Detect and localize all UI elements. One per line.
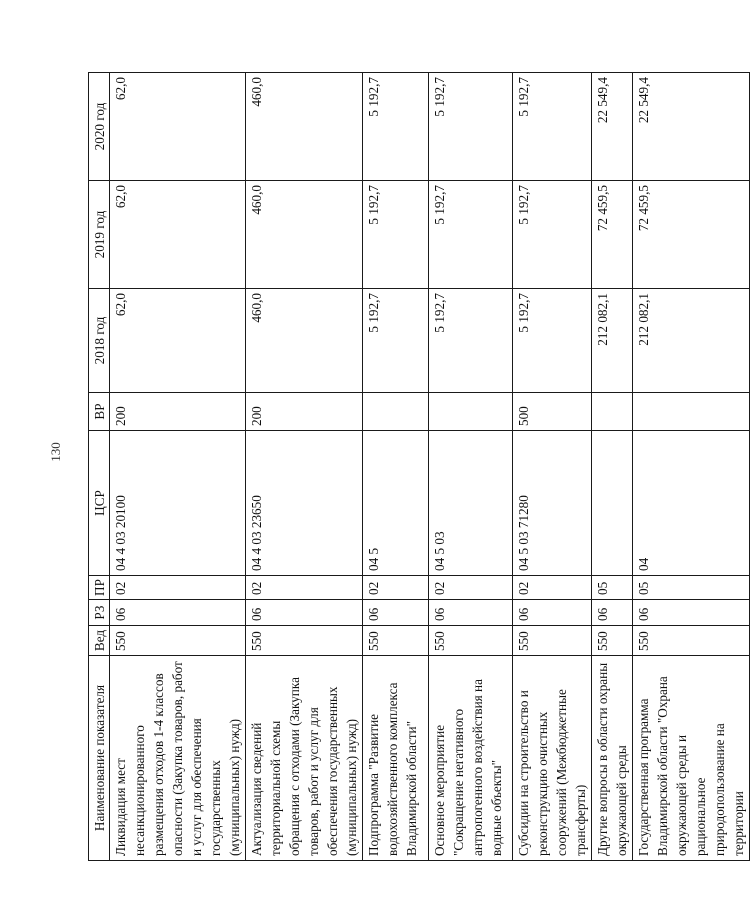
row-vr: 200 (246, 393, 363, 431)
row-ved: 550 (363, 626, 429, 656)
row-vr (592, 393, 633, 431)
row-2020: 22 549,4 (633, 73, 750, 181)
row-2018: 460,0 (246, 289, 363, 393)
table-header-row (89, 73, 110, 861)
row-pr: 05 (592, 576, 633, 600)
row-pr: 05 (633, 576, 750, 600)
row-rz: 06 (513, 600, 592, 626)
row-2018: 62,0 (110, 289, 246, 393)
row-2019: 72 459,5 (592, 181, 633, 289)
table-row (513, 73, 592, 861)
row-csr: 04 (633, 431, 750, 576)
row-ved: 550 (110, 626, 246, 656)
row-name: Ликвидация мест несанкционированного размещения отходов 1-4 классов опасности (Закупка товаров, работ и услуг для обеспечения государственных (муниципальных) нужд) (110, 656, 246, 861)
row-2018: 212 082,1 (592, 289, 633, 393)
row-rz: 06 (429, 600, 513, 626)
header-pr: ПР (89, 576, 110, 600)
row-2018: 5 192,7 (429, 289, 513, 393)
row-ved: 550 (429, 626, 513, 656)
row-csr (592, 431, 633, 576)
row-csr: 04 5 03 (429, 431, 513, 576)
table-row (429, 73, 513, 861)
row-2020: 22 549,4 (592, 73, 633, 181)
row-rz: 06 (110, 600, 246, 626)
row-name: Основное мероприятие "Сокращение негативного антропогенного воздействия на водные объекты" (429, 656, 513, 861)
row-2019: 5 192,7 (513, 181, 592, 289)
row-2019: 72 459,5 (633, 181, 750, 289)
row-pr: 02 (246, 576, 363, 600)
row-2020: 460,0 (246, 73, 363, 181)
row-vr (363, 393, 429, 431)
row-pr: 02 (513, 576, 592, 600)
header-2020: 2020 год (89, 73, 110, 181)
page-number: 130 (48, 442, 63, 462)
header-rz: РЗ (89, 600, 110, 626)
row-csr: 04 5 03 71280 (513, 431, 592, 576)
row-2020: 5 192,7 (429, 73, 513, 181)
row-rz: 06 (633, 600, 750, 626)
table-row (592, 73, 633, 861)
header-2019: 2019 год (89, 181, 110, 289)
rotated-table (88, 73, 746, 861)
row-name: Субсидии на строительство и реконструкцию очистных сооружений (Межбюджетные трансферты) (513, 656, 592, 861)
row-2018: 5 192,7 (363, 289, 429, 393)
header-csr: ЦСР (89, 431, 110, 576)
row-rz: 06 (246, 600, 363, 626)
table-frame (88, 73, 746, 861)
row-2020: 5 192,7 (513, 73, 592, 181)
row-pr: 02 (110, 576, 246, 600)
row-name: Другие вопросы в области охраны окружающей среды (592, 656, 633, 861)
row-name: Актуализация сведений территориальной схемы обращения с отходами (Закупка товаров, работ и услуг для обеспечения государственных (муниципальных) нужд) (246, 656, 363, 861)
table-row (246, 73, 363, 861)
row-ved: 550 (592, 626, 633, 656)
row-2019: 460,0 (246, 181, 363, 289)
row-ved: 550 (513, 626, 592, 656)
row-rz: 06 (592, 600, 633, 626)
row-2019: 5 192,7 (429, 181, 513, 289)
row-pr: 02 (429, 576, 513, 600)
table-row (110, 73, 246, 861)
row-name: Подпрограмма "Развитие водохозяйственного комплекса Владимирской области" (363, 656, 429, 861)
row-2020: 5 192,7 (363, 73, 429, 181)
row-vr: 500 (513, 393, 592, 431)
header-ved: Вед (89, 626, 110, 656)
row-2018: 212 082,1 (633, 289, 750, 393)
row-csr: 04 5 (363, 431, 429, 576)
table-row (363, 73, 429, 861)
row-2019: 62,0 (110, 181, 246, 289)
row-2019: 5 192,7 (363, 181, 429, 289)
row-csr: 04 4 03 20100 (110, 431, 246, 576)
row-pr: 02 (363, 576, 429, 600)
header-2018: 2018 год (89, 289, 110, 393)
header-vr: ВР (89, 393, 110, 431)
table-row (633, 73, 750, 861)
row-vr: 200 (110, 393, 246, 431)
row-rz: 06 (363, 600, 429, 626)
budget-table (88, 72, 750, 861)
row-ved: 550 (246, 626, 363, 656)
row-2018: 5 192,7 (513, 289, 592, 393)
row-vr (633, 393, 750, 431)
row-ved: 550 (633, 626, 750, 656)
row-name: Государственная программа Владимирской области "Охрана окружающей среды и рациональное природопользование на территории (633, 656, 750, 861)
row-csr: 04 4 03 23650 (246, 431, 363, 576)
row-vr (429, 393, 513, 431)
row-2020: 62,0 (110, 73, 246, 181)
header-name: Наименование показателя (89, 656, 110, 861)
